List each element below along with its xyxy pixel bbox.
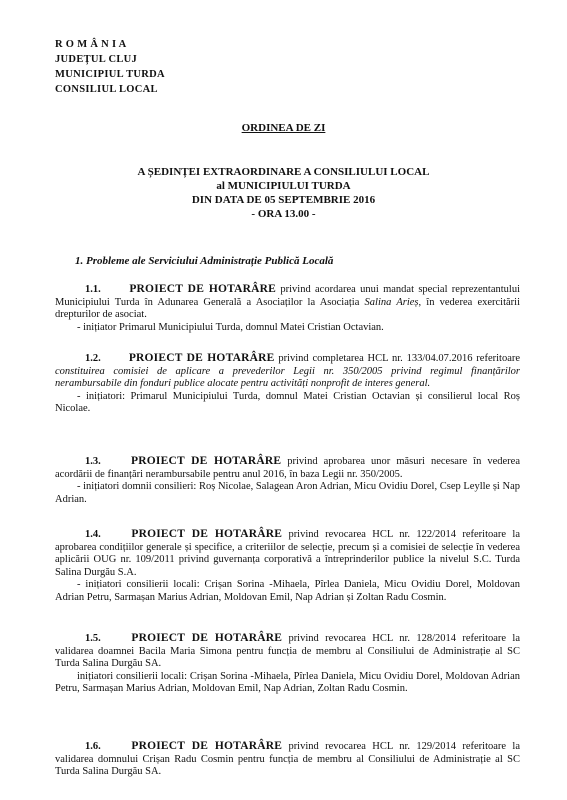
agenda-item (55, 352, 520, 416)
item-number: 1.4. (85, 529, 101, 540)
item-number: 1.6. (85, 741, 101, 752)
item-initiator: - inițiatori domnii consilieri: Roș Nicolae, Salagean Aron Adrian, Micu Ovidiu Dorel, Csep Leylle și Nap Adrian. (55, 481, 520, 505)
item-keyword: PROIECT DE HOTARÂRE (129, 283, 277, 295)
item-italic-text: Salina Arieș (364, 296, 419, 308)
municipality-line: MUNICIPIUL TURDA (55, 69, 165, 80)
item-keyword: PROIECT DE HOTARÂRE (131, 528, 283, 540)
agenda-item (55, 283, 520, 334)
agenda-item (55, 740, 520, 779)
item-number: 1.5. (85, 633, 101, 644)
item-keyword: PROIECT DE HOTARÂRE (128, 352, 275, 364)
meeting-line-3: DIN DATA DE 05 SEPTEMBRIE 2016 (191, 194, 376, 206)
item-text: privind revocarea HCL nr. 128/2014 referitoare la validarea doamnei Bacila Maria Simona pentru funcția de membru al Consiliului de Administrație al SC Turda Salina Durgău SA. (55, 633, 520, 669)
section-heading: 1. Probleme ale Serviciului Administrație Publică Locală (75, 255, 334, 267)
county-line: JUDEȚUL CLUJ (55, 54, 138, 65)
item-initiator: - inițiatori: Primarul Municipiului Turda, domnul Matei Cristian Octavian și consilierul local Roș Nicolae. (55, 390, 520, 414)
meeting-heading (0, 165, 567, 221)
meeting-line-1: A ȘEDINȚEI EXTRAORDINARE A CONSILIULUI LOCAL (137, 166, 430, 178)
item-initiator: - inițiatori consilierii locali: Crișan Sorina -Mihaela, Pîrlea Daniela, Micu Ovidiu Dorel, Moldovan Adrian Petru, Sarmașan Marius Adrian, Moldovan Emil, Nap Adrian și Zoltan Radu Cosmin. (55, 579, 520, 603)
item-initiator: inițiatori consilierii locali: Crișan Sorina -Mihaela, Pîrlea Daniela, Micu Ovidiu Dorel, Moldovan Adrian Petru, Sarmașan Marius Adrian, Moldovan Emil, Nap Adrian, Zoltan Radu Cosmin. (55, 670, 520, 694)
item-text: privind aprobarea unor măsuri necesare în vederea acordării de finanțări nerambursabile pentru anul 2016, în baza Legii nr. 350/2005. (55, 456, 521, 480)
item-number: 1.1. (85, 284, 101, 295)
agenda-item (55, 632, 520, 696)
document-header (55, 37, 165, 97)
item-number: 1.2. (85, 353, 101, 364)
country-line: R O M Â N I A (55, 39, 127, 50)
item-number: 1.3. (85, 456, 101, 467)
item-keyword: PROIECT DE HOTARÂRE (131, 632, 283, 644)
item-initiator: - inițiator Primarul Municipiului Turda, domnul Matei Cristian Octavian. (77, 321, 384, 333)
agenda-item (55, 455, 520, 506)
meeting-line-4: - ORA 13.00 - (251, 208, 316, 220)
item-keyword: PROIECT DE HOTARÂRE (131, 455, 282, 467)
agenda-title: ORDINEA DE ZI (241, 122, 326, 134)
item-keyword: PROIECT DE HOTARÂRE (131, 740, 283, 752)
item-italic-text: constituirea comisiei de aplicare a prevederilor Legii nr. 350/2005 privind regimul finanțărilor nerambursabile din fonduri publice alocate pentru activități nonprofit de interes general. (55, 365, 520, 389)
meeting-line-2: al MUNICIPIULUI TURDA (216, 180, 351, 192)
council-line: CONSILIUL LOCAL (55, 84, 158, 95)
item-text: privind completarea HCL nr. 133/04.07.2016 referitoare (278, 353, 521, 364)
agenda-item (55, 528, 520, 604)
item-text: privind acordarea unui mandat special reprezentantului Municipiului Turda în Adunarea Generală a Asociaților la Asociația (55, 284, 521, 308)
item-text: privind revocarea HCL nr. 122/2014 referitoare la aprobarea condițiilor generale și specifice, a criteriilor de selecție, precum și a comisiei de selecție în vederea aplicării OUG nr. 109/2011 privind guvernanța corporativă a întreprinderilor publice la nivelul S.C. Turda Salina Durgău S.A. (55, 529, 520, 578)
item-text-end: , în vederea exercitării drepturilor de asociat. (55, 296, 521, 320)
item-text: privind revocarea HCL nr. 129/2014 referitoare la validarea domnului Crișan Radu Cosmin pentru funcția de membru al Consiliului de Administrație al SC Turda Salina Durgău SA. (55, 741, 520, 777)
